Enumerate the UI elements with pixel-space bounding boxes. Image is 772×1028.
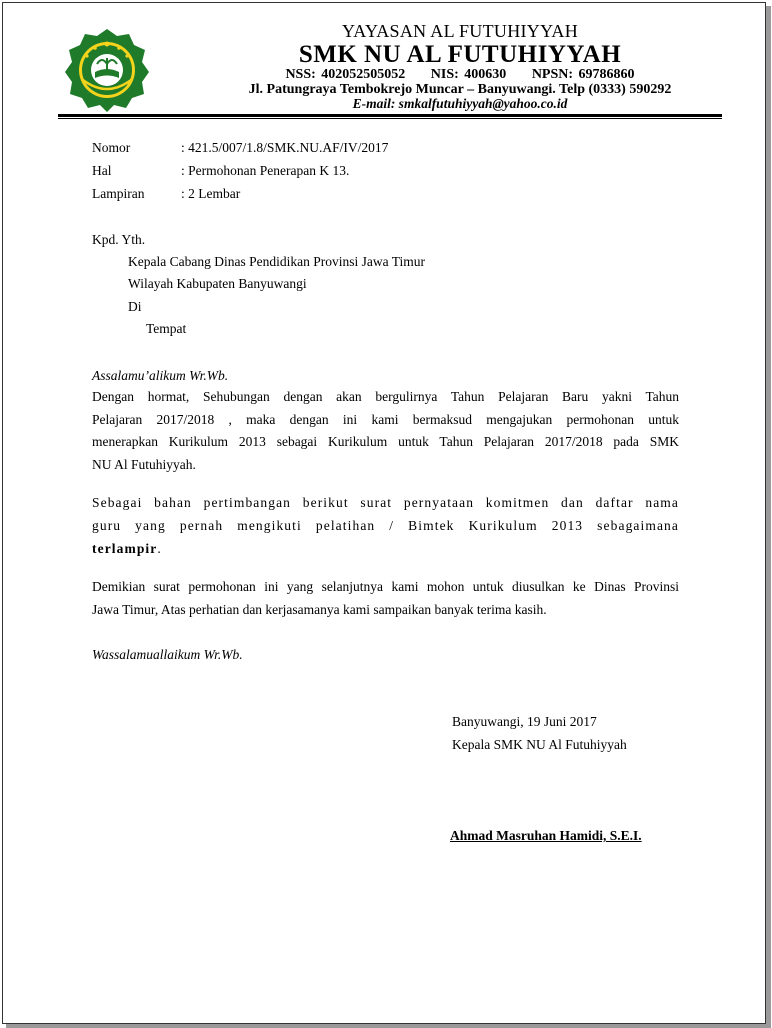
nomor-label: Nomor [92, 140, 131, 155]
recipient-line2: Wilayah Kabupaten Banyuwangi [128, 276, 307, 291]
signature-place-date: Banyuwangi, 19 Juni 2017 [452, 714, 597, 729]
paragraph-line: Pelajaran 2017/2018 , maka dengan ini kami bermaksud mengajukan permohonan untuk [92, 411, 679, 427]
recipient-tempat: Tempat [146, 321, 187, 336]
nis-code: NIS: 400630 [430, 67, 507, 82]
foundation-name: YAYASAN AL FUTUHIYYAH [342, 21, 578, 41]
paragraph-line: Demikian surat permohonan ini yang selanjutnya kami mohon untuk diusulkan ke Dinas Provinsi [92, 579, 679, 594]
school-codes [160, 67, 760, 83]
lampiran-label: Lampiran [92, 186, 145, 201]
letterhead-rule-thick [58, 114, 722, 117]
greeting: Assalamu’alikum Wr.Wb. [92, 368, 229, 383]
signature-name: Ahmad Masruhan Hamidi, S.E.I. [450, 828, 642, 843]
recipient-di: Di [128, 299, 142, 314]
npsn-code: NPSN: 69786860 [531, 67, 635, 82]
letterhead-rule-thin [58, 118, 722, 119]
terlampir-bold: terlampir [92, 541, 158, 556]
paragraph-line: Dengan hormat, Sehubungan dengan akan bergulirnya Tahun Pelajaran Baru yakni Tahun [92, 389, 679, 404]
page-shadow-right [766, 6, 771, 1026]
nomor-value: : 421.5/007/1.8/SMK.NU.AF/IV/2017 [181, 140, 389, 155]
recipient-line1: Kepala Cabang Dinas Pendidikan Provinsi Jawa Timur [128, 254, 425, 269]
hal-label: Hal [92, 163, 112, 178]
page-shadow-bottom [6, 1024, 771, 1028]
hal-value: : Permohonan Penerapan K 13. [181, 163, 350, 178]
lampiran-value: : 2 Lembar [181, 186, 241, 201]
nss-code: NSS: 402052505052 [285, 67, 406, 82]
signature-position: Kepala SMK NU Al Futuhiyyah [452, 737, 627, 752]
paragraph-line: NU Al Futuhiyyah. [92, 456, 196, 472]
recipient-kpd: Kpd. Yth. [92, 232, 146, 247]
school-name: SMK NU AL FUTUHIYYAH [298, 41, 622, 68]
paragraph-line: Sebagai bahan pertimbangan berikut surat pernyataan komitmen dan daftar nama [92, 495, 679, 510]
school-address: Jl. Patungraya Tembokrejo Muncar – Banyuwangi. Telp (0333) 590292 [248, 82, 672, 97]
paragraph-line: guru yang pernah mengikuti pelatihan / Bimtek Kurikulum 2013 sebagaimana [92, 518, 679, 533]
paragraph-2 [92, 491, 679, 560]
paragraph-3 [92, 576, 679, 621]
school-emblem-logo [62, 28, 152, 112]
closing: Wassalamuallaikum Wr.Wb. [92, 647, 243, 662]
paragraph-line-last [92, 537, 679, 560]
paragraph-line: menerapkan Kurikulum 2013 sebagai Kurikulum untuk Tahun Pelajaran 2017/2018 pada SMK [92, 434, 679, 449]
school-email: E-mail: smkalfutuhiyyah@yahoo.co.id [352, 96, 568, 111]
paragraph-line: Jawa Timur, Atas perhatian dan kerjasamanya kami sampaikan banyak terima kasih. [92, 601, 547, 617]
paragraph-1 [92, 386, 679, 476]
period: . [157, 541, 162, 556]
